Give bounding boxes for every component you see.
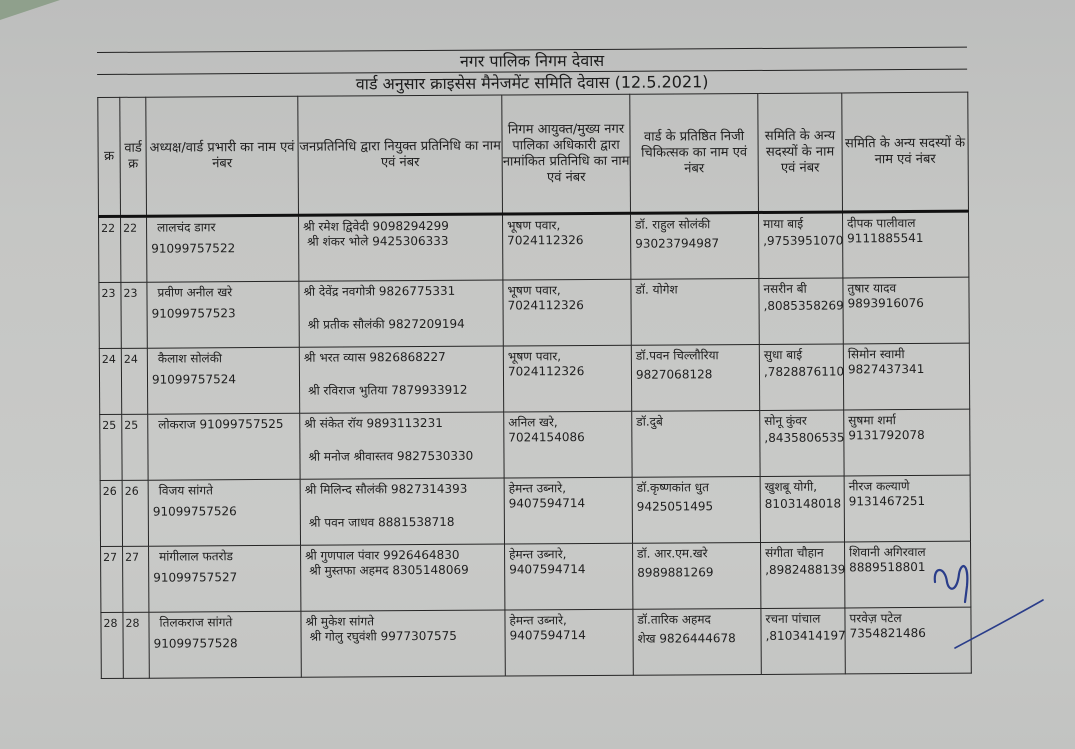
member-1-cell: [758, 212, 842, 279]
representative-2: श्री गोलु रघुवंशी 9977307575: [309, 628, 457, 644]
doctor-phone: शेख 9826444678: [637, 631, 736, 646]
ward-number: 25: [122, 414, 148, 480]
chair-cell: [147, 215, 299, 282]
nominee-name: हेमन्त उब्नारे,: [509, 547, 567, 562]
nominee-phone: 9407594714: [508, 496, 586, 511]
chair-phone: 91099757527: [153, 570, 238, 585]
member-1-phone: ,8435806535: [764, 430, 845, 445]
member-1-phone: ,9753951070: [763, 233, 844, 248]
doctor-cell: [631, 344, 759, 411]
member-2-phone: 9893916076: [847, 295, 924, 311]
serial-number: 25: [100, 414, 122, 480]
document-title: नगर पालिक निगम देवास: [97, 47, 967, 75]
ward-number: 22: [121, 216, 147, 282]
nominee-cell: [504, 477, 632, 544]
representative-2: श्री मुस्तफा अहमद 8305148069: [309, 562, 469, 578]
member-1-name: सोनू कुंवर: [764, 413, 807, 428]
serial-number: 24: [99, 348, 121, 414]
member-2-cell: [844, 409, 970, 476]
header-representative: जनप्रतिनिधि द्वारा नियुक्त प्रतिनिधि का नाम एवं नंबर: [298, 95, 503, 215]
representative-cell: [299, 280, 503, 347]
member-2-phone: 7354821486: [849, 625, 926, 641]
member-2-cell: [842, 211, 968, 278]
representative-2: श्री मनोज श्रीवास्तव 9827530330: [308, 448, 474, 464]
chair-cell: [148, 479, 300, 546]
nominee-cell: [503, 279, 631, 346]
member-1-name: संगीता चौहान: [765, 545, 824, 560]
member-1-phone: ,8982488139: [765, 562, 846, 577]
doctor-cell: [632, 476, 760, 543]
doctor-name: डॉ.तारिक अहमद: [637, 612, 711, 627]
representative-2: श्री रविराज भुतिया 7879933912: [308, 382, 468, 398]
ward-number: 26: [122, 480, 148, 546]
doctor-phone: 8989881269: [637, 565, 714, 580]
nominee-name: भूषण पवार,: [507, 349, 562, 364]
table-row: [99, 211, 969, 282]
doctor-phone: 9827068128: [635, 367, 713, 382]
signature-mark: [925, 552, 1075, 662]
nominee-name: भूषण पवार,: [507, 218, 561, 233]
chair-name: तिलकराज सांगते: [159, 615, 233, 630]
header-chair: अध्यक्ष/वार्ड प्रभारी का नाम एवं नंबर: [146, 96, 299, 216]
ward-number: 27: [123, 546, 149, 612]
representative-1: श्री गुणपाल पंवार 9926464830: [305, 547, 460, 563]
representative-cell: [299, 214, 503, 281]
member-1-phone: ,8085358269: [763, 298, 844, 313]
committee-table: [97, 92, 972, 679]
nominee-phone: 9407594714: [509, 562, 586, 577]
member-1-cell: [759, 344, 843, 411]
chair-name: विजय सांगते: [158, 483, 214, 498]
serial-number: 27: [101, 546, 123, 612]
nominee-phone: 9407594714: [509, 628, 586, 643]
representative-1: श्री रमेश द्विवेदी 9098294299: [303, 218, 449, 234]
table-row: [100, 475, 970, 546]
chair-phone: 91099757526: [152, 504, 237, 519]
header-member-2: समिति के अन्य सदस्यों के नाम एवं नंबर: [842, 92, 969, 212]
representative-1: श्री संकेत रॉय 9893113231: [304, 415, 443, 431]
doctor-name: डॉ.दुबे: [636, 414, 663, 429]
member-1-cell: [761, 542, 845, 609]
chair-cell: [148, 413, 300, 480]
member-1-phone: ,8103414197: [765, 628, 846, 643]
representative-1: श्री देवेंद्र नवगोत्री 9826775331: [303, 283, 456, 299]
ward-number: 28: [123, 612, 149, 678]
member-2-name: नीरज कल्याणे: [848, 479, 910, 494]
nominee-name: भूषण पवार,: [507, 283, 561, 298]
member-1-name: सुधा बाई: [763, 347, 803, 362]
corner-shadow: [0, 0, 60, 20]
doctor-cell: [630, 212, 758, 279]
member-2-name: शिवानी अगिरवाल: [849, 544, 926, 560]
doctor-name: डॉ. योगेश: [635, 282, 678, 297]
doctor-name: डॉ.पवन चिल्लौरिया: [635, 348, 719, 363]
member-2-phone: 9131467251: [848, 493, 926, 509]
header-serial: क्र: [98, 97, 121, 216]
table-row: [101, 607, 971, 678]
member-1-name: खुशबू योगी,: [764, 479, 818, 494]
representative-1: श्री मिलिन्द सौलंकी 9827314393: [304, 481, 468, 497]
table-row: [99, 343, 969, 414]
chair-cell: [147, 347, 299, 414]
member-2-name: सुषमा शर्मा: [848, 413, 896, 428]
chair-cell: [149, 545, 301, 612]
representative-cell: [301, 610, 505, 677]
nominee-cell: [502, 213, 630, 280]
member-1-name: नसरीन बी: [763, 281, 807, 296]
chair-name: लालचंद डागर: [157, 220, 216, 235]
member-2-name: सिमोन स्वामी: [847, 347, 905, 362]
doctor-name: डॉ.कृष्णकांत धुत: [636, 480, 710, 495]
doctor-cell: [631, 278, 759, 345]
representative-cell: [299, 346, 503, 413]
table-body: [99, 211, 972, 678]
chair-cell: [147, 281, 299, 348]
ward-number: 23: [121, 282, 147, 348]
nominee-phone: 7024154086: [508, 430, 585, 445]
nominee-name: हेमन्त उब्नारे,: [509, 613, 567, 628]
doctor-name: डॉ. राहुल सोलंकी: [635, 217, 711, 232]
table-row: [101, 541, 971, 612]
representative-2: श्री प्रतीक सौलंकी 9827209194: [307, 316, 465, 332]
member-1-cell: [760, 476, 844, 543]
ward-number: 24: [121, 348, 147, 414]
member-1-name: रचना पांचाल: [765, 611, 821, 626]
doctor-phone: 9425051495: [636, 499, 714, 514]
nominee-phone: 7024112326: [507, 298, 584, 313]
member-2-name: दीपक पालीवाल: [847, 216, 916, 231]
nominee-phone: 7024112326: [507, 233, 584, 248]
representative-1: श्री मुकेश सांगते: [305, 614, 375, 629]
nominee-name: अनिल खरे,: [508, 415, 558, 430]
representative-cell: [300, 478, 504, 545]
document-subtitle: वार्ड अनुसार क्राइसेस मैनेजमेंट समिति देवास (12.5.2021): [97, 69, 967, 97]
chair-cell: [149, 611, 301, 678]
doctor-phone: 93023794987: [635, 236, 720, 251]
representative-2: श्री पवन जाधव 8881538718: [308, 514, 455, 530]
member-1-phone: ,7828876110: [763, 364, 845, 379]
header-nominee: निगम आयुक्त/मुख्य नगर पालिका अधिकारी द्वारा नामांकित प्रतिनिधि का नाम एवं नंबर: [502, 94, 631, 214]
nominee-name: हेमन्त उब्नारे,: [508, 481, 567, 496]
serial-number: 23: [99, 282, 121, 348]
nominee-cell: [505, 543, 633, 610]
serial-number: 28: [101, 612, 123, 678]
chair-name: लोकराज 91099757525: [158, 416, 284, 432]
chair-phone: 91099757528: [153, 636, 238, 651]
representative-cell: [300, 412, 504, 479]
doctor-cell: [633, 608, 761, 675]
chair-name: मांगीलाल फतरोड: [159, 549, 234, 564]
representative-1: श्री भरत व्यास 9826868227: [303, 349, 446, 365]
member-2-phone: 9827437341: [847, 361, 925, 377]
table-row: [99, 277, 969, 348]
member-2-cell: [843, 343, 969, 410]
document-sheet: [97, 47, 971, 682]
member-2-name: तुषार यादव: [847, 281, 897, 296]
member-1-phone: 8103148018: [764, 496, 842, 511]
nominee-cell: [503, 345, 631, 412]
member-1-cell: [761, 608, 845, 675]
doctor-cell: [633, 542, 761, 609]
chair-name: प्रवीण अनील खरे: [157, 285, 233, 300]
serial-number: 26: [100, 480, 122, 546]
nominee-cell: [505, 609, 633, 676]
doctor-cell: [632, 410, 760, 477]
nominee-cell: [504, 411, 632, 478]
member-2-cell: [844, 475, 970, 542]
serial-number: 22: [99, 216, 121, 282]
member-1-name: माया बाई: [763, 216, 804, 231]
chair-phone: [152, 438, 296, 439]
chair-phone: 91099757523: [151, 306, 236, 321]
doctor-phone: [636, 301, 756, 302]
representative-cell: [301, 544, 505, 611]
header-doctor: वार्ड के प्रतिष्ठित निजी चिकित्सक का नाम एवं नंबर: [630, 93, 759, 213]
doctor-phone: [636, 433, 756, 434]
nominee-phone: 7024112326: [507, 364, 585, 379]
chair-phone: 91099757522: [151, 241, 236, 256]
chair-phone: 91099757524: [151, 372, 237, 387]
member-1-cell: [759, 278, 843, 345]
header-ward: वार्ड क्र: [120, 97, 147, 216]
header-member-1: समिति के अन्य सदस्यों के नाम एवं नंबर: [758, 93, 843, 213]
member-2-cell: [843, 277, 969, 344]
table-row: [100, 409, 970, 480]
chair-name: कैलाश सोलंकी: [157, 351, 223, 366]
doctor-name: डॉ. आर.एम.खरे: [637, 546, 708, 561]
member-1-cell: [760, 410, 844, 477]
member-2-phone: 9131792078: [848, 427, 925, 443]
member-2-phone: 9111885541: [847, 230, 924, 246]
representative-2: श्री शंकर भोले 9425306333: [307, 233, 449, 249]
table-header: [98, 92, 969, 216]
member-2-phone: 8889518801: [849, 559, 926, 575]
member-2-name: परवेज़ पटेल: [849, 611, 902, 626]
